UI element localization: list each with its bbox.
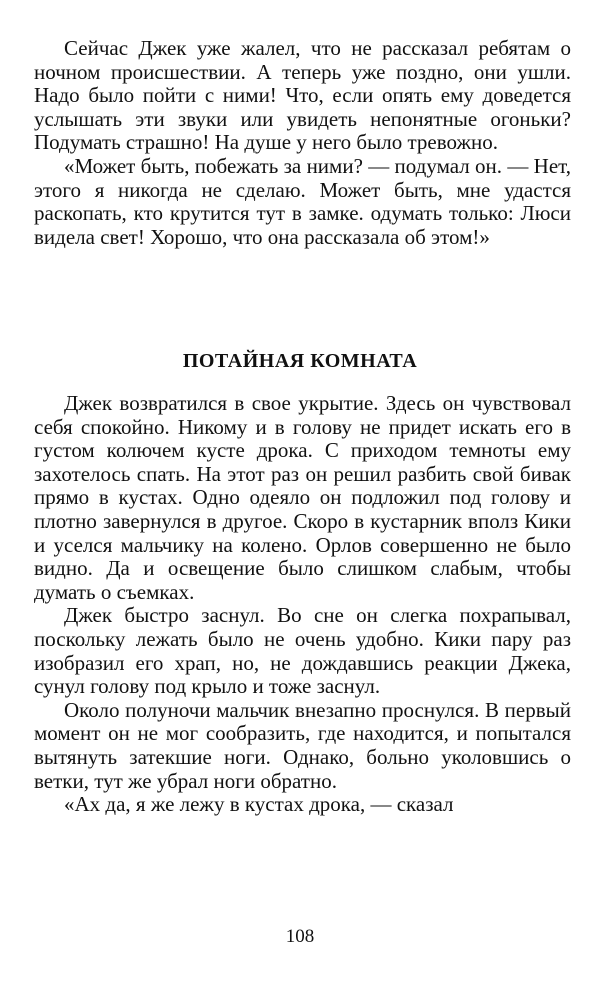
page-number: 108	[285, 926, 315, 947]
paragraph-1: Сейчас Джек уже жалел, что не рассказал ребятам о ночном происшествии. А теперь уже поздно, они ушли. Надо было пойти с ними! Что, если опять ему доведется услышать эти звуки или увидеть непонятные огоньки? Подумать страшно! На душе у него было тревожно.	[34, 36, 571, 155]
paragraph-5: Около полуночи мальчик внезапно проснулся. В первый момент он не мог сообразить, где находится, и попытался вытянуть затекшие ноги. Однако, больно уколовшись о ветки, тут же убрал ноги обратно.	[34, 697, 571, 793]
chapter-title: ПОТАЙНАЯ КОМНАТА	[182, 350, 418, 372]
paragraph-3: Джек возвратился в свое укрытие. Здесь он чувствовал себя спокойно. Никому и в голову не придет искать его в густом колючем кусте дрока. С приходом темноты ему захотелось спать. На этот раз он решил разбить свой бивак прямо в кустах. Одно одеяло он подложил под голову и плотно завернулся в другое. Скоро в кустарник вполз Кики и уселся мальчику на колено. Орлов совершенно не было видно. Да и освещение было слишком слабым, чтобы думать о съемках.	[34, 391, 571, 604]
text-block-main	[34, 392, 571, 817]
paragraph-4: Джек быстро заснул. Во сне он слегка похрапывал, поскольку лежать было не очень удобно. Кики пару раз изобразил его храп, но, не дождавшись реакции Джека, сунул голову под крыло и тоже заснул.	[34, 603, 571, 699]
paragraph-6: «Ах да, я же лежу в кустах дрока, — сказал	[64, 792, 454, 817]
paragraph-2: «Может быть, побежать за ними? — подумал он. — Нет, этого я никогда не сделаю. Может быть, мне удастся раскопать, кто крутится тут в замке. одумать только: Люси видела свет! Хорошо, что она рассказала об этом!»	[34, 153, 571, 249]
text-block-top	[34, 37, 571, 249]
